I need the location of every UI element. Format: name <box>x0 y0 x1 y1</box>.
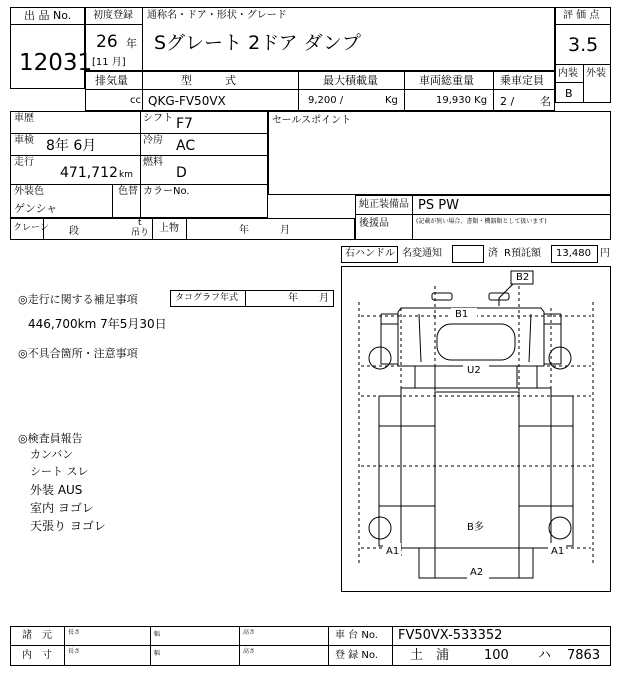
upper-label: 上物 <box>159 223 179 234</box>
registration-area: 土 浦 <box>410 648 450 663</box>
ext-color-label: 外装色 <box>14 186 44 197</box>
name-change-label: 名変通知 <box>402 248 442 259</box>
first-reg-year: 26 <box>96 32 118 52</box>
crane-hook-label: 吊り <box>131 228 150 238</box>
capacity-unit: 名 <box>540 95 551 108</box>
standard-equipment: PS PW <box>418 198 459 213</box>
registration-class: 100 <box>484 648 509 663</box>
interior-dims-label: 内 寸 <box>22 650 52 661</box>
exterior-label: 外装 <box>586 68 606 79</box>
tacho-month: 月 <box>319 293 329 304</box>
bed-floor <box>435 392 519 578</box>
length-label: 長さ <box>68 648 81 655</box>
interior-grade: B <box>565 87 573 100</box>
color-no-label: 色替 <box>118 186 138 197</box>
supplement-title: ◎走行に関する補足事項 <box>18 293 138 306</box>
cab-left-side <box>381 314 398 364</box>
defects-title: ◎不具合箇所・注意事項 <box>18 347 138 360</box>
diagram-label-b-many: B多 <box>467 522 484 533</box>
max-load: 9,200 / <box>308 95 344 106</box>
registration-number: 7863 <box>567 648 601 663</box>
diagram-label-a1-right: A1 <box>551 546 565 557</box>
inspection-value: 8年 6月 <box>46 138 97 154</box>
score-label: 評 価 点 <box>563 10 600 21</box>
fuel-label: 燃料 <box>143 157 163 168</box>
max-load-unit: Kg <box>385 95 398 106</box>
mileage-label: 走行 <box>14 157 34 168</box>
tacho-year: 年 <box>288 293 298 304</box>
color-code-label: カラーNo. <box>143 186 190 197</box>
width-label: 幅 <box>154 650 161 657</box>
cab-right-side <box>544 314 561 364</box>
shift-value: F7 <box>176 116 193 132</box>
crane-ton-label: t <box>138 218 142 228</box>
standard-equipment-label: 純正装備品 <box>359 199 409 210</box>
diagram-label-u2: U2 <box>467 365 481 376</box>
crane-year-label: 年 <box>239 225 249 236</box>
inspection-label: 車検 <box>14 135 34 146</box>
height-label: 高さ <box>243 648 256 655</box>
first-reg-year-unit: 年 <box>126 37 137 50</box>
interior-label: 内装 <box>558 68 578 79</box>
diagram-label-b2: B2 <box>516 272 530 283</box>
gross-weight-label: 車両総重量 <box>419 74 474 87</box>
chassis-label: 車 台 No. <box>335 630 378 641</box>
first-reg-label: 初度登録 <box>93 10 133 21</box>
lot-number: 12031 <box>19 50 93 76</box>
inspector-line: 外装 AUS <box>30 483 83 497</box>
crane-month-label: 月 <box>280 225 290 236</box>
model-name-label: 通称名・ドア・形状・グレード <box>147 10 287 21</box>
truck-diagram <box>341 266 611 592</box>
windshield <box>437 324 515 360</box>
rear-left-wheel <box>369 517 391 539</box>
chassis-number: FV50VX-533352 <box>398 628 503 643</box>
registration-label: 登 録 No. <box>335 650 378 661</box>
displacement-unit: cc <box>130 95 141 106</box>
tacho-label: タコグラフ年式 <box>175 293 239 303</box>
model-code-label: 型 式 <box>181 74 236 87</box>
lot-label: 出 品 No. <box>24 9 72 22</box>
recycle-label: 済 <box>488 248 498 259</box>
displacement-label: 排気量 <box>95 74 128 87</box>
ext-color-value: ゲンシャ <box>14 202 58 215</box>
crane-stage-label: 段 <box>69 226 79 237</box>
history-label: 車歴 <box>14 113 34 124</box>
inspector-line: シート スレ <box>30 465 89 478</box>
fuel-value: D <box>176 165 187 181</box>
recycle-fee: 13,480 <box>556 248 591 259</box>
recycle-unit: 円 <box>600 248 610 259</box>
aftermarket-label: 後援品 <box>359 218 389 229</box>
b2-arm <box>499 284 513 306</box>
ac-label: 冷房 <box>143 135 163 146</box>
supplement-text: 446,700km 7年5月30日 <box>28 317 167 331</box>
score-value: 3.5 <box>568 34 599 56</box>
footer-table <box>10 626 611 666</box>
inspector-line: カンバン <box>30 448 74 461</box>
diagram-label-b1: B1 <box>455 309 469 320</box>
height-label: 高さ <box>243 629 256 636</box>
mileage-unit: km <box>119 170 133 180</box>
diagram-label-a2: A2 <box>470 567 484 578</box>
model-code: QKG-FV50VX <box>148 94 226 108</box>
ac-value: AC <box>176 138 196 154</box>
first-reg-month: [11 月] <box>92 57 126 68</box>
rear-right-wheel <box>549 517 571 539</box>
right-handle: 右ハンドル <box>345 248 395 259</box>
diagram-label-a1-left: A1 <box>386 546 400 557</box>
sales-point-label: セールスポイント <box>272 115 352 126</box>
crane-label: クレーン <box>13 223 49 233</box>
width-label: 幅 <box>154 631 161 638</box>
registration-kana: ハ <box>538 648 552 663</box>
model-name: Sグレート 2ドア ダンプ <box>154 32 361 54</box>
inspector-title: ◎検査員報告 <box>18 432 83 445</box>
capacity-label: 乗車定員 <box>500 74 544 87</box>
shift-label: シフト <box>143 113 173 124</box>
max-load-label: 最大積載量 <box>323 74 378 87</box>
aftermarket-note: (記載が無い場合、書類・機器類として扱います) <box>416 218 547 225</box>
dims-label: 諸 元 <box>22 630 52 641</box>
capacity: 2 / <box>500 95 515 108</box>
mileage-value: 471,712 <box>60 165 118 181</box>
gross-weight: 19,930 Kg <box>436 95 488 106</box>
name-change-box <box>452 245 484 263</box>
length-label: 長さ <box>68 629 81 636</box>
inspector-line: 天張り ヨゴレ <box>30 519 106 533</box>
inspector-line: 室内 ヨゴレ <box>30 501 94 515</box>
recycle-fee-label: R預託額 <box>504 248 541 259</box>
crane-row <box>10 218 355 240</box>
